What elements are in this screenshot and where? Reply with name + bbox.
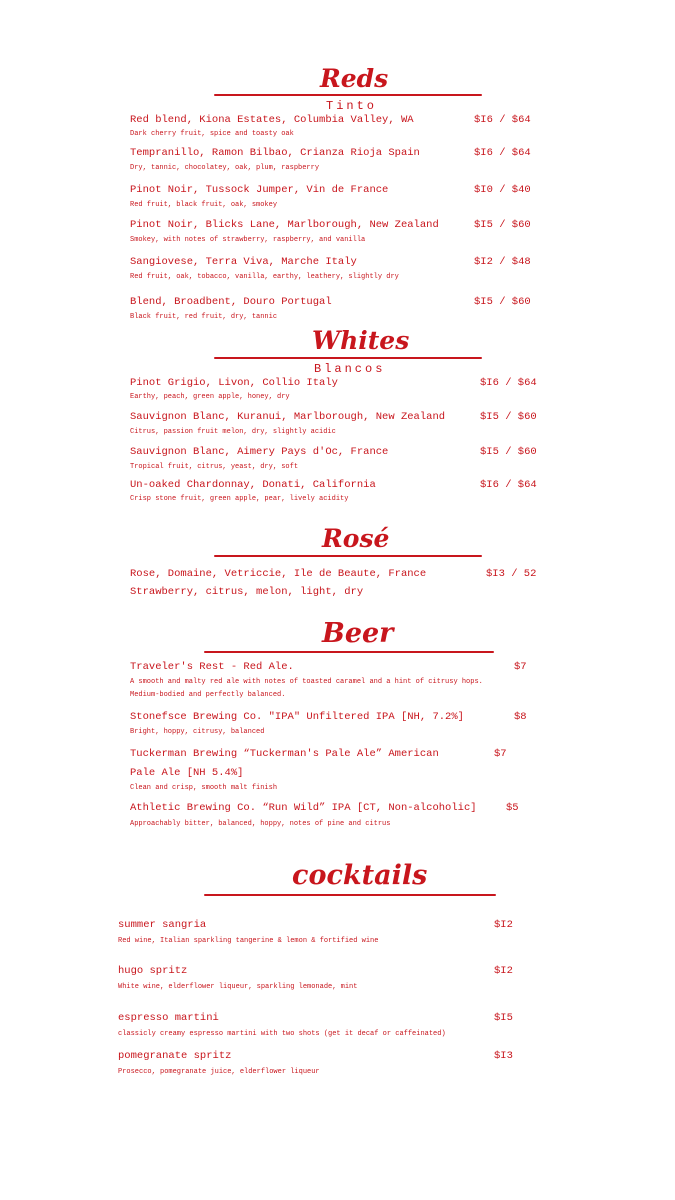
white-item-price: $I6 / $64	[480, 479, 537, 491]
white-item-price: $I5 / $60	[480, 446, 537, 458]
cocktail-item-desc: Red wine, Italian sparkling tangerine & lemon & fortified wine	[118, 937, 379, 945]
cocktail-item-name: summer sangria	[118, 919, 207, 931]
red-item-desc: Smokey, with notes of strawberry, raspberry, and vanilla	[130, 236, 366, 244]
red-item-name: Red blend, Kiona Estates, Columbia Valley, WA	[130, 114, 414, 126]
red-item-name: Tempranillo, Ramon Bilbao, Crianza Rioja Spain	[130, 147, 420, 159]
red-item-desc: Red fruit, black fruit, oak, smokey	[130, 201, 278, 209]
white-item-name: Un-oaked Chardonnay, Donati, California	[130, 479, 376, 491]
beer-item-name-continued: Pale Ale [NH 5.4%]	[130, 767, 244, 779]
red-item-desc: Red fruit, oak, tobacco, vanilla, earthy, leathery, slightly dry	[130, 273, 399, 281]
cocktail-item-name: espresso martini	[118, 1012, 219, 1024]
cocktails-heading-underline	[204, 894, 496, 896]
white-item-desc: Crisp stone fruit, green apple, pear, lively acidity	[130, 495, 349, 503]
red-item-price: $I2 / $48	[474, 256, 531, 268]
beer-item-price: $8	[514, 711, 527, 723]
beer-item-price: $7	[514, 661, 527, 673]
white-item-desc: Earthy, peach, green apple, honey, dry	[130, 393, 290, 401]
reds-heading: Reds	[320, 64, 389, 93]
cocktail-item-desc: Prosecco, pomegranate juice, elderflower liqueur	[118, 1068, 320, 1076]
red-item-desc: Black fruit, red fruit, dry, tannic	[130, 313, 278, 321]
white-item-name: Pinot Grigio, Livon, Collio Italy	[130, 377, 338, 389]
cocktail-item-price: $I3	[494, 1050, 513, 1062]
rose-item-price: $I3 / 52	[486, 568, 537, 580]
white-item-name: Sauvignon Blanc, Kuranui, Marlborough, New Zealand	[130, 411, 446, 423]
beer-item-price: $5	[506, 802, 519, 814]
red-item-price: $I6 / $64	[474, 114, 531, 126]
rose-item-desc: Strawberry, citrus, melon, light, dry	[130, 586, 364, 598]
beer-item-desc: Approachably bitter, balanced, hoppy, notes of pine and citrus	[130, 820, 391, 828]
whites-heading: Whites	[312, 326, 410, 355]
white-item-price: $I5 / $60	[480, 411, 537, 423]
red-item-name: Pinot Noir, Tussock Jumper, Vin de France	[130, 184, 389, 196]
beer-item-price: $7	[494, 748, 507, 760]
white-item-name: Sauvignon Blanc, Aimery Pays d'Oc, France	[130, 446, 389, 458]
cocktail-item-name: hugo spritz	[118, 965, 188, 977]
white-item-desc: Tropical fruit, citrus, yeast, dry, soft	[130, 463, 299, 471]
beer-item-name: Traveler's Rest - Red Ale.	[130, 661, 294, 673]
red-item-desc: Dry, tannic, chocolatey, oak, plum, raspberry	[130, 164, 320, 172]
beer-item-desc: Medium-bodied and perfectly balanced.	[130, 691, 286, 699]
rose-heading-underline	[214, 555, 482, 557]
rose-item-name: Rose, Domaine, Vetriccie, Ile de Beaute, France	[130, 568, 427, 580]
whites-subheading: Blancos	[314, 362, 386, 376]
beer-item-desc: A smooth and malty red ale with notes of toasted caramel and a hint of citrusy hops.	[130, 678, 483, 686]
whites-heading-underline	[214, 357, 482, 359]
red-item-price: $I0 / $40	[474, 184, 531, 196]
cocktails-heading: cocktails	[292, 860, 428, 891]
white-item-price: $I6 / $64	[480, 377, 537, 389]
beer-item-desc: Clean and crisp, smooth malt finish	[130, 784, 278, 792]
reds-subheading: Tinto	[326, 99, 378, 113]
cocktail-item-price: $I2	[494, 919, 513, 931]
red-item-name: Blend, Broadbent, Douro Portugal	[130, 296, 332, 308]
red-item-desc: Dark cherry fruit, spice and toasty oak	[130, 130, 294, 138]
cocktail-item-price: $I5	[494, 1012, 513, 1024]
beer-heading: Beer	[322, 618, 394, 649]
cocktail-item-name: pomegranate spritz	[118, 1050, 232, 1062]
beer-heading-underline	[204, 651, 494, 653]
beer-item-name: Athletic Brewing Co. “Run Wild” IPA [CT, Non-alcoholic]	[130, 802, 477, 814]
red-item-name: Pinot Noir, Blicks Lane, Marlborough, New Zealand	[130, 219, 439, 231]
red-item-price: $I6 / $64	[474, 147, 531, 159]
reds-heading-underline	[214, 94, 482, 96]
white-item-desc: Citrus, passion fruit melon, dry, slightly acidic	[130, 428, 336, 436]
red-item-price: $I5 / $60	[474, 219, 531, 231]
cocktail-item-desc: classicly creamy espresso martini with two shots (get it decaf or caffeinated)	[118, 1030, 446, 1038]
red-item-name: Sangiovese, Terra Viva, Marche Italy	[130, 256, 357, 268]
red-item-price: $I5 / $60	[474, 296, 531, 308]
cocktail-item-desc: White wine, elderflower liqueur, sparkling lemonade, mint	[118, 983, 358, 991]
beer-item-name: Tuckerman Brewing “Tuckerman's Pale Ale” American	[130, 748, 439, 760]
beer-item-desc: Bright, hoppy, citrusy, balanced	[130, 728, 265, 736]
cocktail-item-price: $I2	[494, 965, 513, 977]
rose-heading: Rosé	[322, 524, 390, 553]
beer-item-name: Stonefsce Brewing Co. "IPA" Unfiltered IPA [NH, 7.2%]	[130, 711, 464, 723]
